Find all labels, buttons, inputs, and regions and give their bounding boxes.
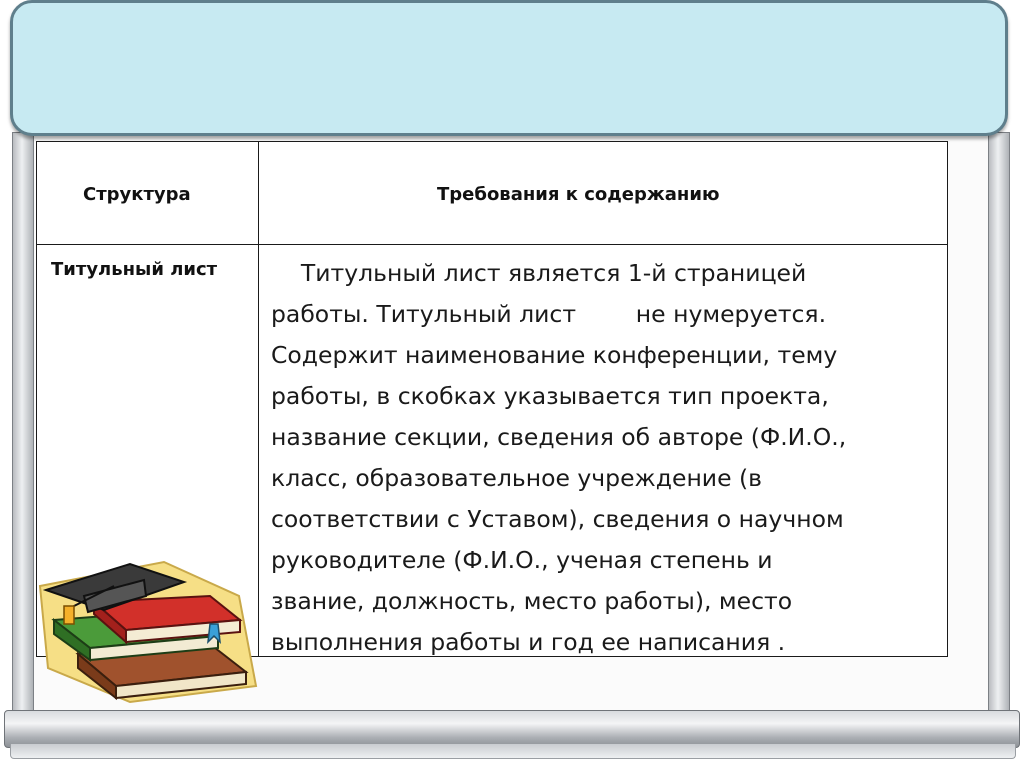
board-frame-bottom-shade: [10, 744, 1016, 759]
board-frame-right: [988, 132, 1010, 714]
description-text: [271, 253, 943, 663]
section-title-page: Титульный лист: [51, 259, 218, 280]
row-cell-description: [258, 244, 948, 657]
books-and-graduation-cap-icon: [34, 556, 266, 706]
description-line: Титульный лист является 1-й страницей: [271, 259, 807, 287]
header-cell-requirements: [258, 141, 948, 245]
description-line: звание, должность, место работы), место: [271, 587, 793, 615]
header-requirements: Требования к содержанию: [437, 184, 720, 205]
description-line: название секции, сведения об авторе (Ф.И.О.,: [271, 423, 847, 451]
description-line: руководителе (Ф.И.О., ученая степень и: [271, 546, 773, 574]
board-frame-left: [12, 132, 34, 714]
header-structure: Структура: [83, 184, 191, 205]
title-banner: [10, 0, 1008, 136]
description-line: работы. Титульный лист не нумеруется.: [271, 300, 827, 328]
description-line: соответствии с Уставом), сведения о научном: [271, 505, 844, 533]
header-cell-structure: [36, 141, 259, 245]
board-frame-bottom: [4, 710, 1020, 748]
description-line: класс, образовательное учреждение (в: [271, 464, 763, 492]
description-line: выполнения работы и год ее написания .: [271, 628, 786, 656]
description-line: работы, в скобках указывается тип проекта,: [271, 382, 829, 410]
description-line: Содержит наименование конференции, тему: [271, 341, 838, 369]
